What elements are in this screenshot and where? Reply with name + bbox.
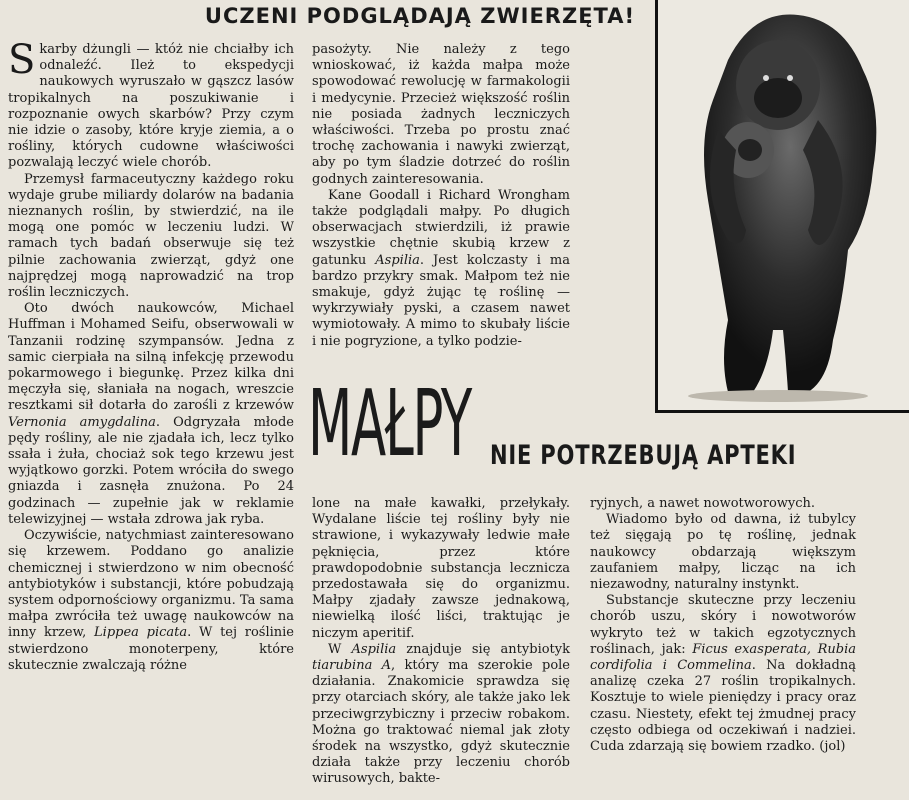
paragraph [8,528,294,674]
headline-rest: NIE POTRZEBUJĄ APTEKI [490,440,797,471]
paragraph-text: , który ma szerokie pole działania. Znakomicie sprawdza się przy otarciach skóry, ale także jako lek przeciwgrzybiczny i przeciw robakom. Można go traktować niemal jak złoty środek na wszystko, gdyż skutecznie działa także przy leczeniu chorób wirusowych, bakte- [312,658,570,787]
kicker-title: UCZENI PODGLĄDAJĄ ZWIERZĘTA! [204,4,636,28]
gorilla-image [658,0,909,410]
column-3 [590,496,856,755]
paragraph-text: . Odgryzała młode pędy rośliny, ale nie zjadała ich, lecz tylko ssała i żuła, chociaż sok tego krzewu jest wyjątkowo gorzki. Potem wróciła do swego gniazda i zasnęła znużona. Po 24 godzinach — zupełnie jak w reklamie telewizyjnej — wstała zdrowa jak ryba. [8,414,294,527]
paragraph-text: karby dżungli — któż nie chciałby ich odnaleźć. Ileż to ekspedycji naukowych wyruszało w gąszcz lasów tropikalnych na poszukiwanie i rozpoznanie owych skarbów? Przy czym nie idzie o zasoby, które kryje ziemia, a o rośliny, których cudowne właściwości pozwalają leczyć wiele chorób. [8,42,294,171]
drop-cap: S [8,37,36,83]
paragraph-text: Oto dwóch naukowców, Michael Huffman i Mohamed Seifu, obserwowali w Tanzanii rodzinę szympansów. Jedna z samic cierpiała na silną infekcję przewodu pokarmowego i biegunkę. Przez kilka dni męczyła się, słaniała na nogach, wreszcie resztkami sił dotarła do zarośli z krzewów [8,301,294,414]
lead-paragraph [8,37,294,172]
paragraph-text: . Na dokładną analizę czeka 27 roślin tropikalnych. Kosztuje to wiele pieniędzy i pracy oraz czasu. Niestety, efekt tej żmudnej pracy często odbiega od oczekiwań i nadziei. Cuda zdarzają się bowiem rzadko. (jol) [590,658,856,755]
paragraph-text: Oczywiście, natychmiast zainteresowano się krzewem. Poddano go analizie chemicznej i stwierdzono w nim obecność antybiotyków i substancji, które pobudzają system odpornościowy organizmu. Ta sama małpa zwróciła też uwagę naukowców na inny krzew, [8,528,294,641]
column-2-upper [312,42,570,350]
plant-name: Aspilia [351,641,397,657]
column-1 [8,37,294,674]
paragraph-text: W [328,641,352,657]
antibiotic-name: tiarubina A [312,658,392,674]
paragraph: ryjnych, a nawet nowotworowych. [590,496,816,511]
paragraph [312,188,570,350]
plant-name: Vernonia amygdalina [8,414,156,430]
paragraph-text: Kane Goodall i Richard Wrongham także podglądali małpy. Po długich obserwacjach stwierdzili, iż prawie wszystkie chętnie skubią krzew z gatunku [312,187,570,268]
gorilla-photo [655,0,909,413]
column-2-lower [312,496,570,788]
paragraph-text: . W tej roślinie stwierdzono monoterpeny, które skutecznie zwalczają różne [8,625,294,673]
paragraph [8,301,294,528]
paragraph: pasożyty. Nie należy z tego wnioskować, iż każda małpa może spowodować rewolucję w farmakologii i medycynie. Przecież większość roślin nie posiada żadnych leczniczych właściwości. Trzeba po prostu znać trochę zachowania i nawyki zwierząt, aby po tym śladzie dotrzeć do roślin godnych zainteresowania. [312,42,570,187]
paragraph-text: Substancje skuteczne przy leczeniu chorób uszu, skóry i nowotworów wykryto też w takich egzotycznych roślinach, jak: [590,593,856,657]
paragraph-text: znajduje się antybiotyk [396,641,570,657]
paragraph [312,642,570,788]
paragraph-text: . Jest kolczasty i ma bardzo przykry smak. Małpom też nie smakuje, gdyż żując tę roślinę — wykrzywiały pyski, a czasem nawet wymiotowały. A mimo to skubały liście i nie pogryzione, a tylko podzie- [312,252,570,349]
plant-name: Aspilia [375,252,420,268]
headline-main: MAŁPY [308,370,472,477]
paragraph [590,593,856,755]
paragraph: lone na małe kawałki, przełykały. Wydalane liście tej rośliny były nie strawione, i wykazywały ledwie małe pęknięcia, przez które prawdopodobnie substancja lecznicza przedostawała się do organizmu. Małpy zjadały zawsze jednakową, niewielką ilość liści, traktując je niczym aperitif. [312,496,570,641]
paragraph: Wiadomo było od dawna, iż tubylcy też sięgają po tę roślinę, jednak naukowcy obdarzają większym zaufaniem małpy, licząc na ich niezawodny, naturalny instynkt. [590,512,856,593]
paragraph: Przemysł farmaceutyczny każdego roku wydaje grube miliardy dolarów na badania nieznanych roślin, by stwierdzić, na ile mogą one pomóc w leczeniu ludzi. W ramach tych badań obserwuje się też pilnie zachowania zwierząt, gdyż one najprędzej mogą naprowadzić na trop roślin leczniczych. [8,171,294,301]
plant-name: Lippea picata [94,625,188,641]
plant-names: Ficus exasperata, Rubia cordifolia i Commelina [590,641,856,674]
